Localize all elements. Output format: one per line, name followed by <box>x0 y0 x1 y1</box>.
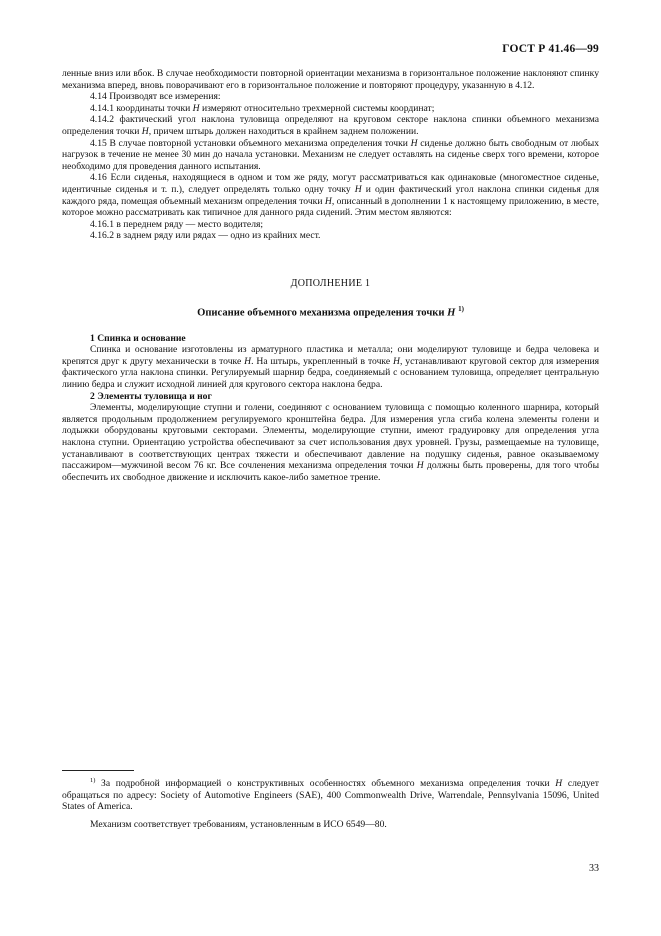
paragraph-4-14: 4.14 Производят все измерения: <box>90 91 221 103</box>
h-symbol: H <box>393 355 400 367</box>
paragraph-4-15: 4.15 В случае повторной установки объемного механизма определения точки H сиденье должно быть свободным от любых нагрузок в течение не менее 30 мин до начала установки. Механизм не следует оставлять на сиденье сверх того времени, которое необходимо для проведения данного испытания. <box>62 137 599 172</box>
section-1-text: Спинка и основание изготовлены из арматурного пластика и металла; они моделируют туловище и бедра человека и крепятся друг к другу механически в точке H. На штырь, укрепленный в точке H, устанавливают круговой сектор для измерения фактического угла наклона спинки. Регулируемый шарнир бедра, соединяемый с основанием туловища, определяет центральную линию бедра и служит исходной линией для кругового сектора наклона бедра. <box>62 344 600 390</box>
appendix-title: Описание объемного механизма определения точки H $^{1)}$ <box>197 304 464 319</box>
h-symbol: H <box>244 355 252 367</box>
appendix-label: ДОПОЛНЕНИЕ 1 <box>290 277 371 289</box>
h-symbol: H <box>141 125 149 137</box>
footnote-mark: 1) <box>90 777 96 784</box>
h-symbol: H <box>354 183 362 195</box>
footnote-reference[interactable]: 1) <box>458 304 464 313</box>
footnote-divider <box>62 770 134 771</box>
footnote-1: $^{1)}$ За подробной информацией о конструктивных особенностях объемного механизма определения точки H следует обращаться по адресу: Society of Automotive Engineers (SAE), 400 Commonwealth Drive, Warrendale, Pennsylvania 15096, United States of America. <box>62 777 599 813</box>
section-heading-2: 2 Элементы туловища и ног <box>90 390 212 402</box>
paragraph-continuation: ленные вниз или вбок. В случае необходимости повторной ориентации механизма в горизонтальное положение наклоняют спинку механизма вперед, вновь поворачивают его в горизонтальное положение и повторяют процедуру, указанную в 4.12. <box>62 68 599 91</box>
h-symbol: H <box>447 307 456 319</box>
footnote-note: Механизм соответствует требованиям, установленным в ИСО 6549—80. <box>90 818 387 830</box>
page-number: 33 <box>589 863 599 874</box>
standard-header: ГОСТ Р 41.46—99 <box>502 43 599 55</box>
document-body <box>62 68 599 483</box>
paragraph-4-16-2: 4.16.2 в заднем ряду или рядах — одно из крайних мест. <box>90 230 321 242</box>
paragraph-4-14-1: 4.14.1 координаты точки H измеряют относительно трехмерной системы координат; <box>90 102 435 114</box>
paragraph-4-14-2: 4.14.2 фактический угол наклона туловища определяют на круговом секторе наклона спинки объемного механизма определения точки H, причем штырь должен находиться в крайнем заднем положении. <box>62 114 599 137</box>
h-symbol: H <box>192 102 200 114</box>
h-symbol: H <box>410 137 418 149</box>
h-symbol: H <box>324 195 332 207</box>
section-2-text: Элементы, моделирующие ступни и голени, соединяют с основанием туловища с помощью коленного шарнира, который является продольным продолжением регулируемого кронштейна бедра. Для измерения угла сгиба колена элементы голени и лодыжки оборудованы круговыми секторами. Элементы, моделирующие ступни, имеют градуировку для определения угла наклона ступни. Ориентацию устройства обеспечивают за счет использования двух уровней. Грузы, размещаемые на туловище, устанавливают в соответствующих центрах тяжести и обеспечивают давление на подушку сиденья, равное оказываемому пассажиром—мужчиной весом 76 кг. Все сочленения механизма определения точки H должны быть проверены, для того чтобы обеспечить их свободное движение и исключить какое-либо заметное трение. <box>62 402 600 483</box>
paragraph-4-16: 4.16 Если сиденья, находящиеся в одном и том же ряду, могут рассматриваться как одинаковые (многоместное сиденье, идентичные сиденья и т. п.), следует определять только одну точку H и один фактический угол наклона спинки сиденья для каждого ряда, помещая объемный механизм определения точки H, описанный в дополнении 1 к настоящему приложению, в месте, которое можно рассматривать как типичное для данного ряда сидений. Этим местом являются: <box>62 172 599 219</box>
paragraph-4-16-1: 4.16.1 в переднем ряду — место водителя; <box>90 218 264 230</box>
h-symbol: H <box>555 778 563 790</box>
h-symbol: H <box>416 460 424 472</box>
footnotes <box>62 775 599 831</box>
section-heading-1: 1 Спинка и основание <box>90 332 186 344</box>
